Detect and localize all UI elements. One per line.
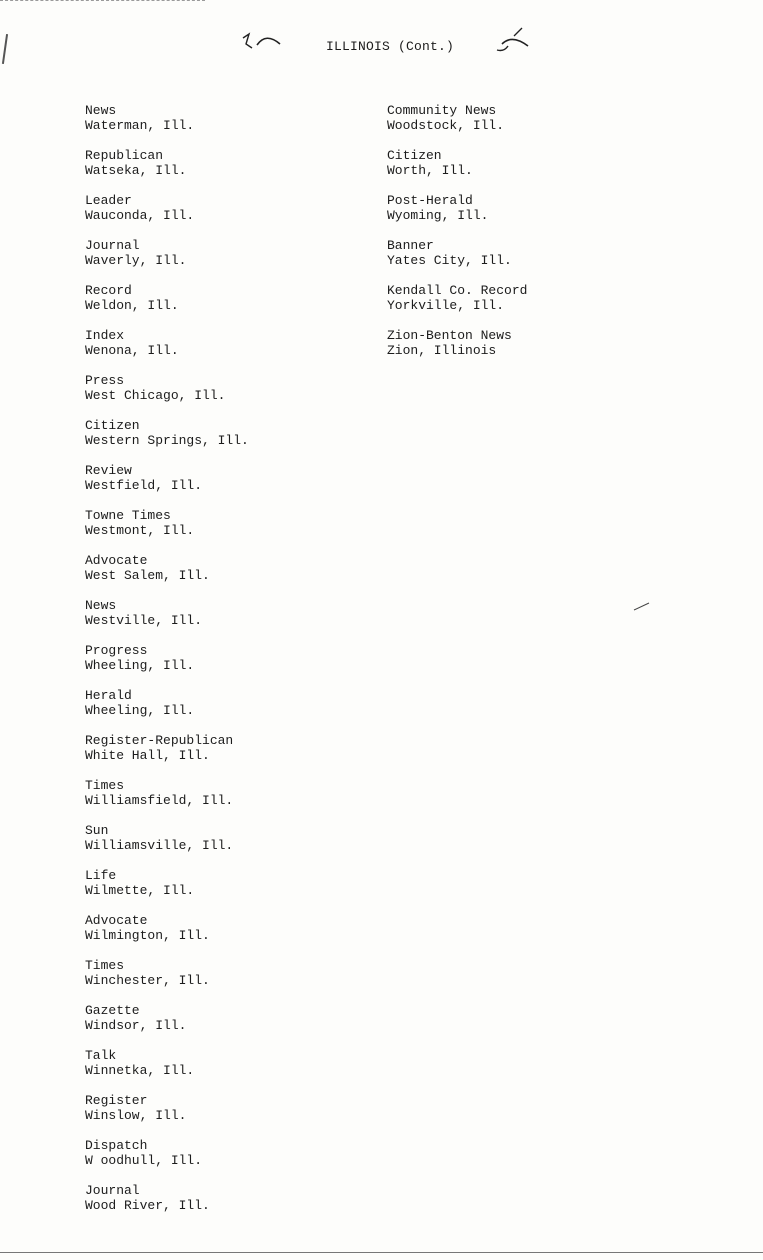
newspaper-entry	[85, 238, 249, 283]
newspaper-name: Journal	[85, 1183, 140, 1198]
bottom-edge-line	[0, 1252, 763, 1253]
newspaper-location: Wilmette, Ill.	[85, 883, 195, 898]
newspaper-name: Record	[85, 283, 132, 298]
newspaper-entry	[85, 823, 249, 868]
newspaper-name: Zion-Benton News	[387, 328, 512, 343]
newspaper-name: Sun	[85, 823, 109, 838]
newspaper-name: Life	[85, 868, 117, 883]
newspaper-location: Winslow, Ill.	[85, 1108, 187, 1123]
newspaper-name: Towne Times	[85, 508, 171, 523]
newspaper-location: Williamsville, Ill.	[85, 838, 234, 853]
newspaper-location: Wheeling, Ill.	[85, 658, 195, 673]
newspaper-name: Journal	[85, 238, 140, 253]
newspaper-location: Windsor, Ill.	[85, 1018, 187, 1033]
newspaper-location: Worth, Ill.	[387, 163, 473, 178]
newspaper-name: Gazette	[85, 1003, 140, 1018]
newspaper-name: Index	[85, 328, 125, 343]
newspaper-entry	[85, 148, 249, 193]
newspaper-location: Woodstock, Ill.	[387, 118, 505, 133]
newspaper-location: White Hall, Ill.	[85, 748, 210, 763]
newspaper-name: Register	[85, 1093, 148, 1108]
newspaper-location: Wauconda, Ill.	[85, 208, 195, 223]
newspaper-location: Wilmington, Ill.	[85, 928, 210, 943]
newspaper-name: Register-Republican	[85, 733, 234, 748]
newspaper-entry	[85, 103, 249, 148]
right-column-list	[387, 103, 527, 373]
newspaper-name: Citizen	[387, 148, 442, 163]
newspaper-entry	[387, 283, 527, 328]
newspaper-name: Leader	[85, 193, 132, 208]
newspaper-entry	[85, 463, 249, 508]
newspaper-entry	[85, 598, 249, 643]
newspaper-entry	[85, 283, 249, 328]
newspaper-location: Winchester, Ill.	[85, 973, 210, 988]
newspaper-location: Yates City, Ill.	[387, 253, 512, 268]
newspaper-entry	[85, 1183, 249, 1228]
newspaper-entry	[85, 553, 249, 598]
newspaper-name: Herald	[85, 688, 132, 703]
newspaper-entry	[387, 238, 527, 283]
newspaper-name: Times	[85, 778, 125, 793]
page-title: ILLINOIS (Cont.)	[326, 39, 455, 54]
newspaper-location: Williamsfield, Ill.	[85, 793, 234, 808]
newspaper-location: W oodhull, Ill.	[85, 1153, 203, 1168]
newspaper-entry	[85, 643, 249, 688]
newspaper-entry	[85, 1138, 249, 1183]
newspaper-name: Advocate	[85, 913, 148, 928]
newspaper-location: Winnetka, Ill.	[85, 1063, 195, 1078]
newspaper-entry	[387, 148, 527, 193]
newspaper-entry	[85, 418, 249, 463]
newspaper-location: Wyoming, Ill.	[387, 208, 489, 223]
newspaper-name: Community News	[387, 103, 497, 118]
newspaper-location: Westmont, Ill.	[85, 523, 195, 538]
newspaper-entry	[85, 868, 249, 913]
newspaper-location: Yorkville, Ill.	[387, 298, 505, 313]
newspaper-location: Westfield, Ill.	[85, 478, 203, 493]
newspaper-location: Waterman, Ill.	[85, 118, 195, 133]
newspaper-name: News	[85, 598, 117, 613]
newspaper-entry	[387, 103, 527, 148]
handwritten-mark-right	[494, 26, 534, 56]
newspaper-name: Talk	[85, 1048, 117, 1063]
newspaper-location: West Salem, Ill.	[85, 568, 210, 583]
newspaper-entry	[85, 1048, 249, 1093]
newspaper-entry	[85, 508, 249, 553]
newspaper-location: Wenona, Ill.	[85, 343, 179, 358]
newspaper-entry	[85, 913, 249, 958]
newspaper-name: Banner	[387, 238, 434, 253]
newspaper-name: Kendall Co. Record	[387, 283, 528, 298]
newspaper-location: Wheeling, Ill.	[85, 703, 195, 718]
newspaper-entry	[387, 328, 527, 373]
newspaper-location: Wood River, Ill.	[85, 1198, 210, 1213]
newspaper-name: Dispatch	[85, 1138, 148, 1153]
newspaper-entry	[85, 733, 249, 778]
newspaper-name: Republican	[85, 148, 164, 163]
newspaper-entry	[85, 193, 249, 238]
newspaper-entry	[85, 1003, 249, 1048]
newspaper-location: Weldon, Ill.	[85, 298, 179, 313]
newspaper-location: Waverly, Ill.	[85, 253, 187, 268]
newspaper-name: Press	[85, 373, 125, 388]
newspaper-name: Citizen	[85, 418, 140, 433]
newspaper-location: Westville, Ill.	[85, 613, 203, 628]
newspaper-entry	[85, 688, 249, 733]
left-margin-mark	[2, 34, 8, 64]
newspaper-name: Review	[85, 463, 132, 478]
newspaper-entry	[387, 193, 527, 238]
newspaper-entry	[85, 328, 249, 373]
newspaper-location: West Chicago, Ill.	[85, 388, 226, 403]
newspaper-entry	[85, 778, 249, 823]
top-dashed-edge	[0, 0, 205, 1]
newspaper-entry	[85, 958, 249, 1003]
newspaper-name: Advocate	[85, 553, 148, 568]
handwritten-mark-left	[240, 30, 285, 56]
newspaper-entry	[85, 373, 249, 418]
stray-pen-mark	[632, 600, 652, 612]
newspaper-location: Western Springs, Ill.	[85, 433, 249, 448]
newspaper-name: Post-Herald	[387, 193, 473, 208]
left-column-list	[85, 103, 249, 1228]
newspaper-name: Times	[85, 958, 125, 973]
newspaper-name: Progress	[85, 643, 148, 658]
newspaper-location: Watseka, Ill.	[85, 163, 187, 178]
newspaper-location: Zion, Illinois	[387, 343, 497, 358]
newspaper-name: News	[85, 103, 117, 118]
newspaper-entry	[85, 1093, 249, 1138]
